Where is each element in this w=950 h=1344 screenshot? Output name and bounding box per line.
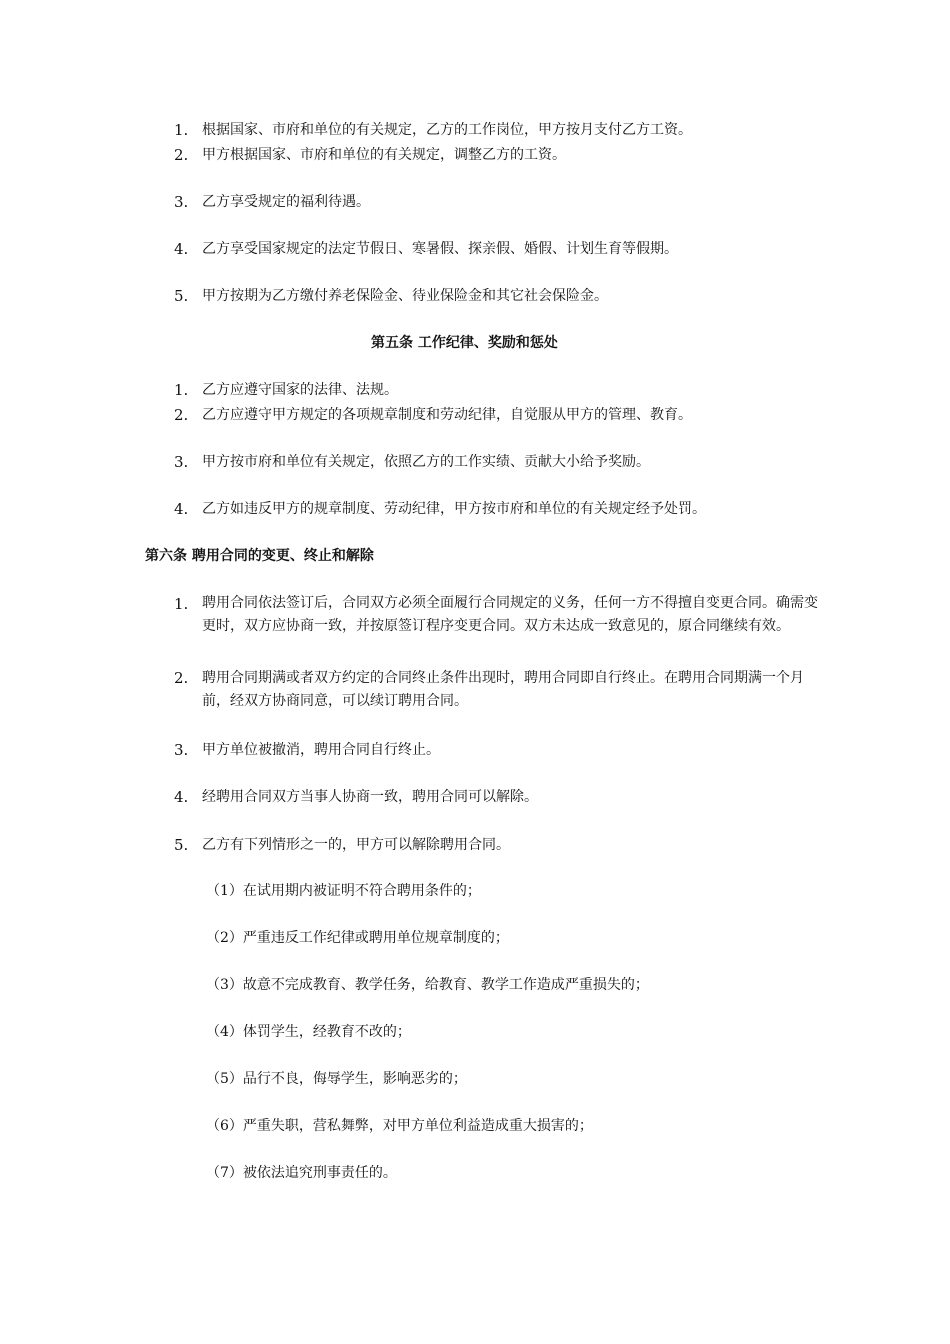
item-number: 2.	[174, 406, 189, 424]
item-text: 乙方如违反甲方的规章制度、劳动纪律，甲方按市府和单位的有关规定经予处罚。	[202, 501, 706, 517]
item-text: 乙方享受国家规定的法定节假日、寒暑假、探亲假、婚假、计划生育等假期。	[202, 241, 678, 257]
item-number: 3.	[174, 193, 189, 211]
sub-item: （7）被依法追究刑事责任的。	[206, 1165, 397, 1181]
item-text: 根据国家、市府和单位的有关规定，乙方的工作岗位，甲方按月支付乙方工资。	[202, 122, 692, 138]
item-text: 聘用合同依法签订后，合同双方必须全面履行合同规定的义务，任何一方不得擅自变更合同。确需变更时，双方应协商一致，并按原签订程序变更合同。双方未达成一致意见的，原合同继续有效。	[202, 595, 818, 634]
article-6-heading: 第六条 聘用合同的变更、终止和解除	[145, 548, 374, 564]
item-text: 甲方按期为乙方缴付养老保险金、待业保险金和其它社会保险金。	[202, 288, 608, 304]
item-text: 乙方应遵守国家的法律、法规。	[202, 382, 398, 398]
item-text: 甲方根据国家、市府和单位的有关规定，调整乙方的工资。	[202, 147, 566, 163]
item-number: 1.	[174, 121, 189, 139]
item-number: 1.	[174, 595, 189, 613]
sub-item: （5）品行不良，侮辱学生，影响恶劣的；	[206, 1071, 467, 1087]
item-number: 1.	[174, 381, 189, 399]
item-number: 3.	[174, 741, 189, 759]
item-text: 乙方享受规定的福利待遇。	[202, 194, 370, 210]
sub-item: （4）体罚学生，经教育不改的；	[206, 1024, 411, 1040]
item-text: 乙方应遵守甲方规定的各项规章制度和劳动纪律，自觉服从甲方的管理、教育。	[202, 407, 692, 423]
item-text: 聘用合同期满或者双方约定的合同终止条件出现时，聘用合同即自行终止。在聘用合同期满一个月前，经双方协商同意，可以续订聘用合同。	[202, 670, 804, 709]
item-number: 4.	[174, 788, 189, 806]
item-text: 甲方按市府和单位有关规定，依照乙方的工作实绩、贡献大小给予奖励。	[202, 454, 650, 470]
sub-item: （6）严重失职，营私舞弊，对甲方单位利益造成重大损害的；	[206, 1118, 593, 1134]
item-text: 经聘用合同双方当事人协商一致，聘用合同可以解除。	[202, 789, 538, 805]
item-text: 乙方有下列情形之一的，甲方可以解除聘用合同。	[202, 837, 510, 853]
sub-item: （1）在试用期内被证明不符合聘用条件的；	[206, 883, 481, 899]
item-number: 5.	[174, 836, 189, 854]
item-number: 4.	[174, 500, 189, 518]
item-text: 甲方单位被撤消，聘用合同自行终止。	[202, 742, 440, 758]
article-5-heading: 第五条 工作纪律、奖励和惩处	[371, 335, 558, 351]
sub-item: （2）严重违反工作纪律或聘用单位规章制度的；	[206, 930, 509, 946]
item-number: 5.	[174, 287, 189, 305]
item-number: 3.	[174, 453, 189, 471]
item-number: 2.	[174, 669, 189, 687]
item-number: 4.	[174, 240, 189, 258]
sub-item: （3）故意不完成教育、教学任务，给教育、教学工作造成严重损失的；	[206, 977, 649, 993]
item-number: 2.	[174, 146, 189, 164]
